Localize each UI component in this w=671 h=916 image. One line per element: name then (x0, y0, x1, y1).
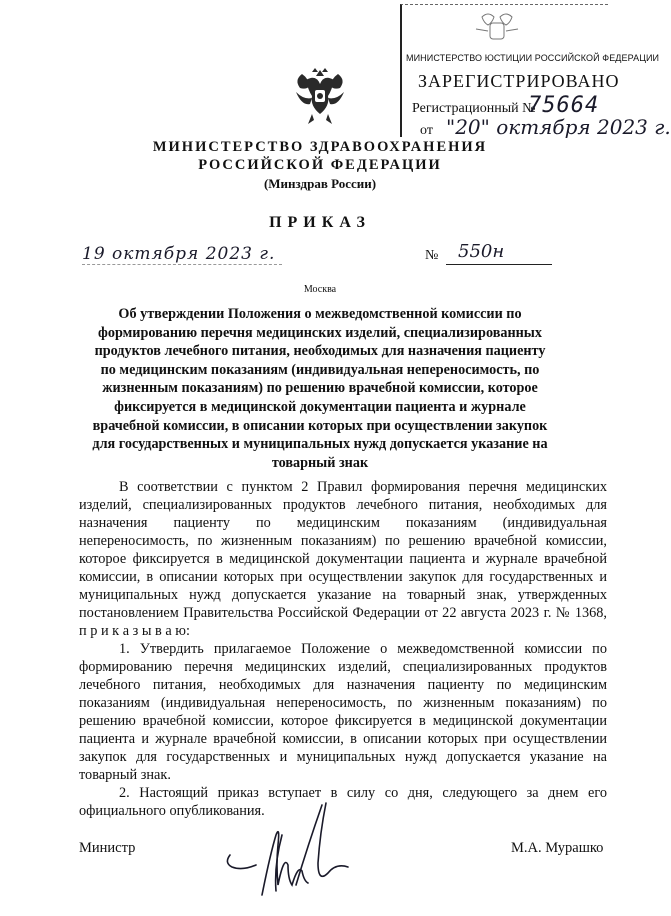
coat-of-arms-icon (292, 66, 348, 128)
stamp-emblem-icon (462, 9, 532, 47)
document-body (79, 478, 607, 820)
date-underline (82, 264, 282, 265)
signature-position: Министр (79, 840, 136, 856)
city: Москва (303, 284, 337, 295)
order-date: 19 октября 2023 г. (82, 244, 276, 264)
stamp-from-label: от (420, 123, 433, 138)
ministry-line-1: МИНИСТЕРСТВО ЗДРАВООХРАНЕНИЯ (152, 139, 488, 155)
order-title: ПРИКАЗ (269, 214, 371, 231)
registration-stamp (400, 4, 671, 139)
ministry-line-2: РОССИЙСКОЙ ФЕДЕРАЦИИ (198, 157, 442, 173)
item-2-paragraph: 2. Настоящий приказ вступает в силу со дня, следующего за днем его официального опубликования. (79, 785, 607, 819)
ministry-short: (Минздрав России) (263, 176, 377, 191)
stamp-ministry: МИНИСТЕРСТВО ЮСТИЦИИ РОССИЙСКОЙ ФЕДЕРАЦИИ (406, 53, 660, 63)
stamp-reg-date: "20" октября 2023 г. (446, 115, 671, 139)
stamp-registered: ЗАРЕГИСТРИРОВАНО (418, 71, 620, 91)
order-number: 550н (458, 241, 505, 262)
stamp-reg-label: Регистрационный № (412, 101, 536, 116)
document-title: Об утверждении Положения о межведомственной комиссии по формированию перечня медицинских изделий, специализированных продуктов лечебного питания, необходимых для назначения пациенту по медицинским показаниям (индивидуальная непереносимость, по жизненным показаниям) по решению врачебной комиссии, которое фиксируется в медицинской документации пациента и журнале врачебной комиссии, в описании которых при осуществлении закупок для государственных и муниципальных нужд допускается указание на товарный знак (92, 306, 548, 471)
handwritten-signature-icon (222, 795, 372, 905)
number-sign: № (425, 248, 439, 263)
signature-name: М.А. Мурашко (511, 840, 604, 856)
stamp-reg-number: 75664 (528, 93, 600, 118)
number-underline (446, 264, 552, 265)
preamble-paragraph: В соответствии с пунктом 2 Правил формирования перечня медицинских изделий, специализированных продуктов лечебного питания, необходимых для назначения пациенту по медицинским показаниям (индивидуальная непереносимость, по жизненным показаниям) по решению врачебной комиссии, которое фиксируется в медицинской документации пациента и журнале врачебной комиссии, в описании которых при осуществлении закупок для государственных и муниципальных нужд допускается указание на товарный знак, утвержденных постановлением Правительства Российской Федерации от 22 августа 2023 г. № 1368, п р и к а з ы в а ю: (79, 479, 607, 639)
item-1-paragraph: 1. Утвердить прилагаемое Положение о межведомственной комиссии по формированию перечня медицинских изделий, специализированных продуктов лечебного питания, необходимых для назначения пациенту по медицинским показаниям (индивидуальная непереносимость, по жизненным показаниям) по решению врачебной комиссии, которое фиксируется в медицинской документации пациента и журнале врачебной комиссии, в описании которых при осуществлении закупок для государственных и муниципальных нужд допускается указание на товарный знак. (79, 641, 607, 783)
